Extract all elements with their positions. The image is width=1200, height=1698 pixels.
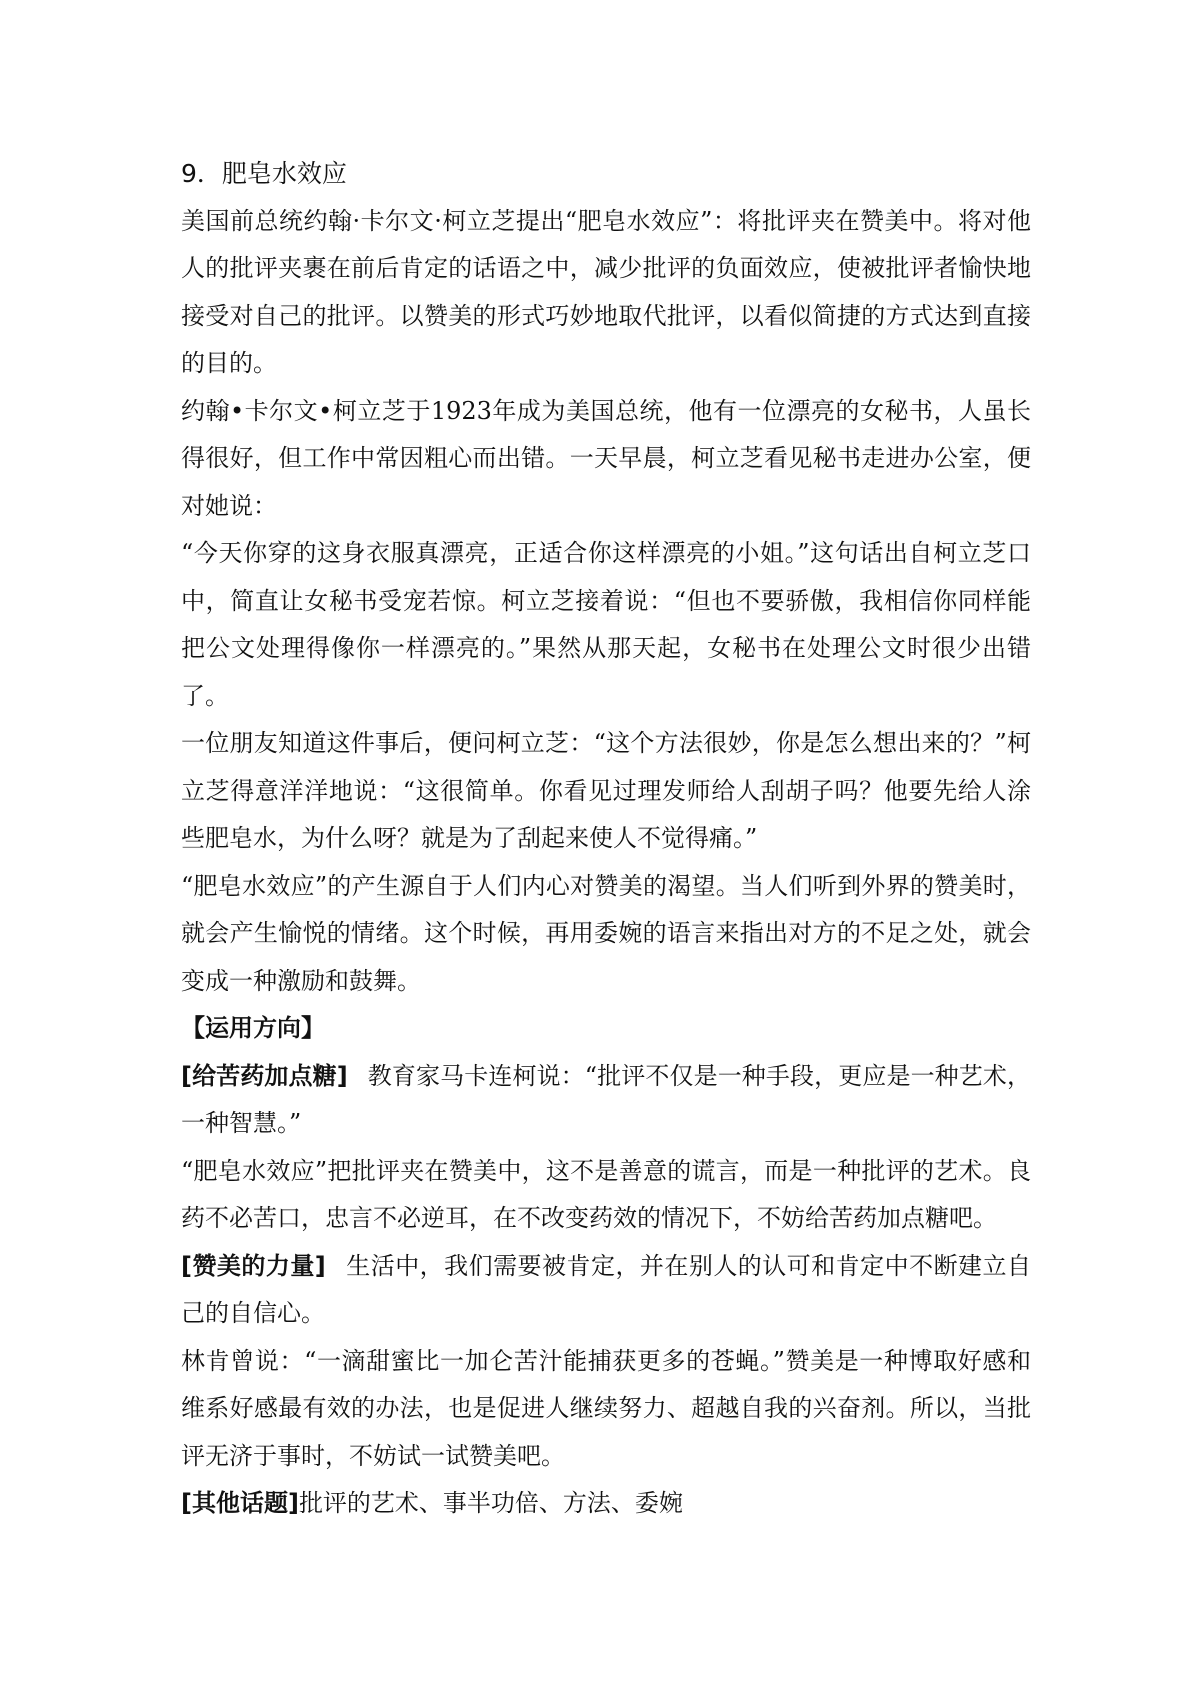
- usage-other-label: [其他话题]: [181, 1489, 299, 1517]
- usage-power-text: 生活中，我们需要被肯定，并在别人的认可和肯定中不断建立自己的自信心。: [181, 1251, 1032, 1327]
- document-page: [181, 150, 1031, 1528]
- usage-other-text: 批评的艺术、事半功倍、方法、委婉: [298, 1489, 683, 1517]
- usage-power-label: [赞美的力量]: [181, 1251, 326, 1280]
- paragraph-story: 约翰•卡尔文•柯立芝于1923年成为美国总统，他有一位漂亮的女秘书，人虽长得很好，但工作中常因粗心而出错。一天早晨，柯立芝看见秘书走进办公室，便对她说：: [181, 396, 1031, 520]
- usage-sugar-label: [给苦药加点糖]: [181, 1061, 348, 1090]
- usage-power-follow: 林肯曾说：“一滴甜蜜比一加仑苦汁能捕获更多的苍蝇。”赞美是一种博取好感和维系好感最有效的办法，也是促进人继续努力、超越自我的兴奋剂。所以，当批评无济于事时，不妨试一试赞美吧。: [181, 1346, 1031, 1470]
- paragraph-friend: 一位朋友知道这件事后，便问柯立芝：“这个方法很妙，你是怎么想出来的？”柯立芝得意洋洋地说：“这很简单。你看见过理发师给人刮胡子吗？他要先给人涂些肥皂水，为什么呀？就是为了刮起来使人不觉得痛。”: [181, 729, 1031, 852]
- usage-sugar: [181, 1053, 1031, 1148]
- usage-sugar-text: 教育家马卡连柯说：“批评不仅是一种手段，更应是一种艺术，一种智慧。”: [181, 1061, 1031, 1137]
- paragraph-quote: “今天你穿的这身衣服真漂亮，正适合你这样漂亮的小姐。”这句话出自柯立芝口中，简直让女秘书受宠若惊。柯立芝接着说：“但也不要骄傲，我相信你同样能把公文处理得像你一样漂亮的。”果然从那天起，女秘书在处理公文时很少出错了。: [181, 539, 1031, 710]
- usage-sugar-follow: “肥皂水效应”把批评夹在赞美中，这不是善意的谎言，而是一种批评的艺术。良药不必苦口，忠言不必逆耳，在不改变药效的情况下，不妨给苦药加点糖吧。: [181, 1156, 1031, 1232]
- section-heading: 9．肥皂水效应: [181, 159, 347, 188]
- paragraph-explanation: “肥皂水效应”的产生源自于人们内心对赞美的渴望。当人们听到外界的赞美时，就会产生愉悦的情绪。这个时候，再用委婉的语言来指出对方的不足之处，就会变成一种激励和鼓舞。: [181, 871, 1031, 995]
- usage-heading: 【运用方向】: [181, 1014, 325, 1042]
- usage-power: [181, 1243, 1031, 1338]
- usage-other: [181, 1480, 1031, 1528]
- paragraph-intro: 美国前总统约翰·卡尔文·柯立芝提出“肥皂水效应”：将批评夹在赞美中。将对他人的批评夹裹在前后肯定的话语之中，减少批评的负面效应，使被批评者愉快地接受对自己的批评。以赞美的形式巧妙地取代批评，以看似简捷的方式达到直接的目的。: [181, 206, 1031, 377]
